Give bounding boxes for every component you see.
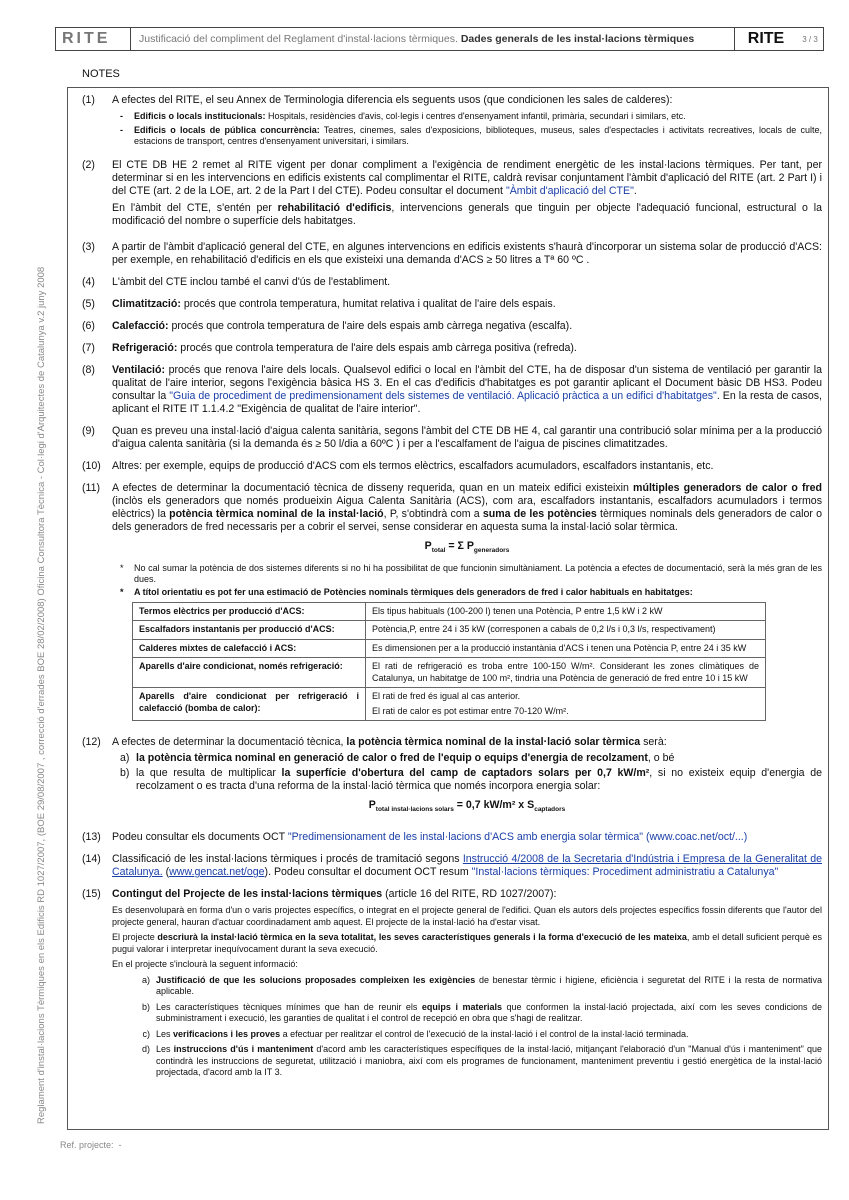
power-estimates-table: [132, 602, 766, 722]
note-5: (5) Climatització: procés que controla temperatura, humitat relativa i qualitat de l'aire dels espais.: [82, 297, 556, 310]
link-guia-ventilacio[interactable]: "Guia de procediment de predimensionament dels sistemes de ventilació. Aplicació pràctica a un edifici d'habitatges": [169, 389, 717, 402]
note-11: (11) A efectes de determinar la documentació tècnica de disseny requerida, quan en un mateix edifici existeixin múltiples generadors de calor o fred (inclòs els generadors que només produeixin Aigua Calenta Sanitària (ACS), com ara, escalfadors instantanis, escalfadors acumuladors i termos elèctrics) la potència tèrmica nominal de la instal·lació, P, s'obtindrà com a suma de les potències tèrmiques nominals dels generadors de calor o dels generadors de fred necessaris per a cobrir el servei, sense considerar en aquesta suma la instal·lació solar tèrmica. $P_{total} = \Sigma$ $P_{generadors}$ * No cal sumar la potència de dos sistemes diferents si no hi ha possibilitat de que funcionin simultàniament. La potència a efectes de documentació, serà la més gran de les dues. * A títol orientatiu es pot fer una estimació de Potències nominals tèrmiques dels generadors de fred i calor habituals en habitatges: Termos elèctrics per producció d'ACS: Els tipus habituals (100-200 l) tenen una Potència, P entre 1,5 kW i 2 kW Escalfadors instantanis per producció d'ACS: Potència,P, entre 24 i 35 kW (corresponen a cabals de 0,2 l/s i 0,3 l/s, respectivament) Calderes mixtes de calefacció i ACS: Es dimensionen per a la producció instantània d'ACS i tenen una Potència P, entre 24 i 35 kW Aparells d'aire condicionat, només refrigeració: El rati de refrigeració es troba entre 100-150 W/m². Considerant les zones climàtiques de Catalunya, un habitatge de 100 m², tindria una Potència de generació de fred entre 10 i 15 kW Aparells d'aire condicionat per refrigeració i calefacció (bomba de calor): El rati de fred és igual al cas anterior. El rati de calor es pot estimar entre 70-120 W/m².: [82, 482, 822, 728]
note-7: (7) Refrigeració: procés que controla temperatura de l'aire dels espais amb càrrega positiva (refreda).: [82, 341, 577, 354]
link-gencat-oge[interactable]: www.gencat.net/oge: [169, 866, 265, 879]
link-procediment-administratiu[interactable]: "Instal·lacions tèrmiques: Procediment administratiu a Catalunya": [471, 866, 779, 879]
sidebar-vertical-text: Reglament d'instal·lacions Tèrmiques en els Edificis RD 1027/2007, (BOE 29/08/2007 , correcció d'errades BOE 28/02/2008) Oficina Consultora Tècnica - Col·legi d'Arquitectes de Catalunya v.2 juny 2008: [36, 266, 47, 1124]
note-10: (10) Altres: per exemple, equips de producció d'ACS com els termos elèctrics, escalfadors acumuladors, escalfadors instantanis, etc.: [82, 459, 714, 472]
formula-solar: $P_{total instal\cdot lacions solars} = 0,7$ kW/m² x $S_{captadors}$: [368, 799, 566, 814]
formula-p-total: $P_{total} = \Sigma$ $P_{generadors}$: [424, 539, 510, 554]
note-14: (14) Classificació de les instal·lacions tèrmiques i procés de tramitació segons Instrucció 4/2008 de la Secretaria d'Indústria i Empresa de la Generalitat de Catalunya. (www.gencat.net/oge). Podeu consultar el document OCT resum "Instal·lacions tèrmiques: Procediment administratiu a Catalunya": [82, 853, 822, 879]
note-13: (13) Podeu consultar els documents OCT "Predimensionament de les instal·lacions d'ACS amb energia solar tèrmica" (www.coac.net/oct/...): [82, 831, 748, 844]
page-header: [55, 27, 824, 51]
page-number: 3 / 3: [802, 34, 818, 44]
table-row: Calderes mixtes de calefacció i ACS: Es dimensionen per a la producció instantània d'ACS i tenen una Potència P, entre 24 i 35 kW: [133, 639, 766, 658]
note-2: (2) El CTE DB HE 2 remet al RITE vigent per donar compliment a l'exigència de rendiment energètic de les instal·lacions tèrmiques. Per tant, per determinar si en les intervencions en edificis existents cal complimentar el RITE, caldrà revisar conjuntament l'àmbit d'aplicació del RITE (art. 2 Part I) i del CTE (art. 2 de la LOE, art. 2 de la Part I del CTE). Podeu consultar el document "Àmbit d'aplicació del CTE". En l'àmbit del CTE, s'entén per rehabilitació d'edificis, intervencions generals que tinguin per objecte l'adequació funcional, estructural o la modificació del nombre o superfície dels habitatges.: [82, 158, 823, 227]
note-3: (3) A partir de l'àmbit d'aplicació general del CTE, en algunes intervencions en edificis existents s'haurà d'incorporar un sistema solar de producció d'ACS: per exemple, en rehabilitació d'edificis en els que existeixi una demanda d'ACS ≥ 50 litres a Tª 60 ºC .: [82, 240, 822, 266]
link-instruccio-4-2008[interactable]: Instrucció 4/2008 de la Secretaria d'Indústria i Empresa de la Generalitat de Catalunya.: [112, 853, 822, 879]
table-row: Termos elèctrics per producció d'ACS: Els tipus habituals (100-200 l) tenen una Potència, P entre 1,5 kW i 2 kW: [133, 602, 766, 621]
note-9: (9) Quan es preveu una instal·lació d'aigua calenta sanitària, segons l'àmbit del CTE DB HE 4, cal garantir una contribució solar mínima per a la producció d'aigua calenta sanitària (si la demanda és ≥ 50 l/dia a 60ºC ) i per a l'escalfament de l'aigua de piscines climatitzades.: [82, 424, 822, 450]
table-row: Aparells d'aire condicionat, només refrigeració: El rati de refrigeració es troba entre 100-150 W/m². Considerant les zones climàtiques de Catalunya, un habitatge de 100 m², tindria una Potència de generació de fred entre 10 i 15 kW: [133, 658, 766, 688]
note-8: (8) Ventilació: procés que renova l'aire dels locals. Qualsevol edifici o local en l'àmbit del CTE, ha de disposar d'un sistema de ventilació per garantir la qualitat de l'aire interior, segons l'exigència bàsica HS 3. En el cas d'edificis d'habitatges es pot garantir aplicant el Document bàsic DB HS3. Podeu consultar la "Guia de procediment de predimensionament dels sistemes de ventilació. Aplicació pràctica a un edifici d'habitatges". En la resta de casos, aplicant el RITE IT 1.1.4.2 "Exigència de qualitat de l'aire interior".: [82, 363, 822, 415]
notes-title: NOTES: [82, 68, 120, 80]
note-4: (4) L'àmbit del CTE inclou també el canvi d'ús de l'establiment.: [82, 275, 391, 288]
link-ambit-cte[interactable]: "Àmbit d'aplicació del CTE": [505, 184, 634, 197]
note-12: (12) A efectes de determinar la documentació tècnica, la potència tèrmica nominal de la instal·lació solar tèrmica serà: a) la potència tèrmica nominal en generació de calor o fred de l'equip o equips d'energia de recolzament, o bé b) la que resulta de multiplicar la superfície d'obertura del camp de captadors solars per 0,7 kW/m², si no existeix equip d'energia de recolzament o es tracta d'una reforma de la instal·lació tèrmica que només incorpora energia solar: $P_{total instal\cdot lacions solars} = 0,7$ kW/m² x $S_{captadors}$: [82, 736, 822, 822]
note-1: (1) A efectes del RITE, el seu Annex de Terminologia diferencia els seguents usos (que condicionen les sales de calderes): - Edificis o locals institucionals: Hospitals, residències d'avis, col·legis i centres d'ensenyament infantil, primària, secundari i similars, etc. - Edificis o locals de pública concurrència: Teatres, cinemes, sales d'exposicions, biblioteques, museus, sales d'espectacles i activitats recreatives, locals de culte, estacions de transport, centres d'ensenyament universitari, i similars.: [82, 94, 822, 146]
notes-content: [82, 94, 822, 1092]
rite-logo: RITE: [56, 28, 131, 50]
rite-logo-right: RITE: [734, 28, 797, 50]
link-predimensionament-acs[interactable]: "Predimensionament de les instal·lacions d'ACS amb energia solar tèrmica" (www.coac.net/oct/...): [287, 831, 748, 844]
table-row: Aparells d'aire condicionat per refrigeració i calefacció (bomba de calor): El rati de fred és igual al cas anterior. El rati de calor es pot estimar entre 70-120 W/m².: [133, 688, 766, 721]
footer-ref: Ref. projecte: -: [60, 1140, 122, 1150]
header-title: Justificació del compliment del Reglament d'instal·lacions tèrmiques. Dades generals de les instal·lacions tèrmiques: [139, 33, 695, 45]
note-15: (15) Contingut del Projecte de les instal·lacions tèrmiques (article 16 del RITE, RD 1027/2007): Es desenvoluparà en forma d'un o varis projectes específics, o integrat en el projecte general de l'edifici. Quan els autors dels projectes específics fossin diferents que l'autor del projecte general, hauran d'actuar coordinadament amb aquest. El projecte de la instal·lació ha d'estar visat. El projecte descriurà la instal·lació tèrmica en la seva totalitat, les seves característiques generals i la forma d'execució de les mateixa, amb el detall suficient perquè es pugui valorar i interpretar inequívocament durant la seva execució. En el projecte s'inclourà la seguent informació: a) Justificació de que les solucions proposades compleixen les exigències de benestar tèrmic i higiene, eficiència i seguretat del RITE i la resta de normativa aplicable. b) Les característiques tècniques mínimes que han de reunir els equips i materials que conformen la instal·lació projectada, així com les seves condicions de subministrament i execució, les garanties de qualitat i el control de recepció en obra que s'hagi de realitzar. c) Les verificacions i les proves a efectuar per realitzar el control de l'execució de la instal·lació i el control de la instal·lació terminada. d) Les instruccions d'ús i manteniment d'acord amb les característiques específiques de la instal·lació, mitjançant l'elaboració d'un "Manual d'ús i manteniment" que contindrà les instruccions de seguretat, utilització i maniobra, així com els programes de funcionament, manteniment preventiu i gestió energètica de la instal·lació projectada, d'acord amb la IT 3.: [82, 888, 823, 1078]
note-6: (6) Calefacció: procés que controla temperatura de l'aire dels espais amb càrrega negativa (escalfa).: [82, 319, 573, 332]
table-row: Escalfadors instantanis per producció d'ACS: Potència,P, entre 24 i 35 kW (corresponen a cabals de 0,2 l/s i 0,3 l/s, respectivament): [133, 621, 766, 640]
